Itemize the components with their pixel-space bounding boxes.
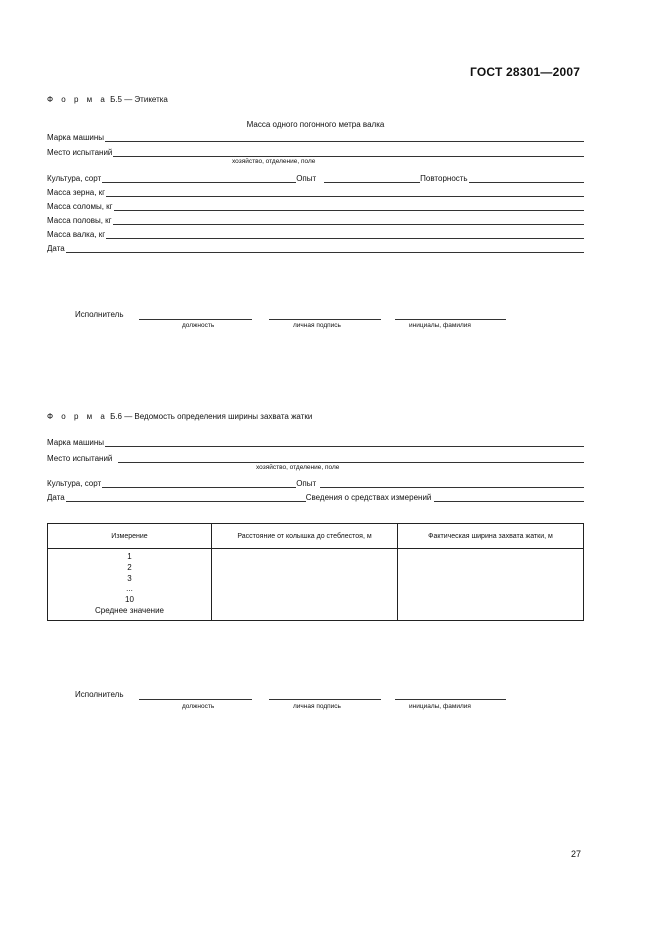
- form-b6-date-field[interactable]: [66, 493, 306, 502]
- width-value-cell[interactable]: [398, 549, 584, 621]
- form-b5-place-hint: хозяйство, отделение, поле: [232, 158, 316, 165]
- form-b5-chaff-row: [47, 213, 584, 225]
- form-b5-repeat-field[interactable]: [469, 174, 584, 183]
- form-b5-machine-row: [47, 130, 584, 142]
- form-b6-signature-row: [75, 690, 515, 702]
- measurement-row-ellipsis: ...: [126, 584, 133, 594]
- form-b6-date-row: [47, 490, 584, 502]
- form-b6-crop-row: [47, 476, 584, 488]
- form-b6-place-hint: хозяйство, отделение, поле: [256, 464, 340, 471]
- measurement-row-1: 1: [127, 552, 132, 561]
- form-b6-position-field[interactable]: [139, 699, 252, 700]
- form-b5-title-prefix: Ф о р м а: [47, 95, 108, 104]
- form-b6-crop-label: Культура, сорт: [47, 479, 102, 488]
- form-b5-place-field[interactable]: [113, 148, 584, 157]
- measurement-row-average: Среднее значение: [94, 605, 165, 615]
- form-b6-crop-field[interactable]: [102, 479, 296, 488]
- form-b6-signature-field[interactable]: [269, 699, 381, 700]
- form-b5-experiment-label: Опыт: [296, 174, 317, 183]
- form-b5-swath-field[interactable]: [106, 230, 584, 239]
- form-b5-position-hint: должность: [182, 322, 215, 329]
- form-b6-place-field[interactable]: [118, 454, 584, 463]
- form-b5-crop-label: Культура, сорт: [47, 174, 102, 183]
- form-b6-instruments-field[interactable]: [434, 493, 584, 502]
- table-header-width: Фактическая ширина захвата жатки, м: [398, 524, 584, 549]
- table-header-row: [48, 524, 584, 549]
- form-b5-crop-field[interactable]: [102, 174, 296, 183]
- form-b5-machine-label: Марка машины: [47, 133, 105, 142]
- form-b6-instruments-label: Сведения о средствах измерений: [305, 493, 432, 502]
- form-b6-date-label: Дата: [47, 493, 65, 502]
- form-b5-executor-label: Исполнитель: [75, 310, 124, 319]
- form-b5-straw-field[interactable]: [114, 202, 584, 211]
- table-row: [48, 549, 584, 621]
- form-b6-title-text: Б.6 — Ведомость определения ширины захвата жатки: [110, 412, 313, 421]
- form-b5-heading: Масса одного погонного метра валка: [246, 120, 385, 129]
- form-b5-name-hint: инициалы, фамилия: [409, 322, 471, 329]
- form-b5-place-label: Место испытаний: [47, 148, 113, 157]
- form-b5-swath-row: [47, 227, 584, 239]
- measurement-row-10: 10: [125, 595, 134, 605]
- document-code: ГОСТ 28301—2007: [470, 65, 581, 79]
- form-b5-straw-row: [47, 199, 584, 211]
- table-header-distance: Расстояние от колышка до стеблестоя, м: [212, 524, 398, 549]
- form-b6-experiment-label: Опыт: [296, 479, 317, 488]
- form-b5-grain-label: Масса зерна, кг: [47, 188, 106, 197]
- form-b5-chaff-field[interactable]: [113, 216, 584, 225]
- form-b6-title-prefix: Ф о р м а: [47, 412, 108, 421]
- form-b6-signature-hint: личная подпись: [293, 703, 341, 710]
- measurement-table: [47, 523, 584, 621]
- form-b5-date-row: [47, 241, 584, 253]
- form-b5-crop-row: [47, 171, 584, 183]
- form-b5-grain-row: [47, 185, 584, 197]
- form-b5-straw-label: Масса соломы, кг: [47, 202, 113, 211]
- form-b6-name-hint: инициалы, фамилия: [409, 703, 471, 710]
- form-b5-signature-field[interactable]: [269, 319, 381, 320]
- form-b5-date-field[interactable]: [66, 244, 584, 253]
- form-b6-executor-label: Исполнитель: [75, 690, 124, 699]
- form-b5-swath-label: Масса валка, кг: [47, 230, 106, 239]
- form-b5-date-label: Дата: [47, 244, 65, 253]
- form-b6-machine-label: Марка машины: [47, 438, 105, 447]
- form-b5-grain-field[interactable]: [106, 188, 584, 197]
- form-b5-signature-row: [75, 310, 515, 322]
- measurement-row-3: 3: [127, 573, 132, 583]
- form-b6-title: [47, 412, 312, 421]
- form-b5-machine-field[interactable]: [105, 133, 584, 142]
- form-b6-position-hint: должность: [182, 703, 215, 710]
- form-b5-title-text: Б.5 — Этикетка: [110, 95, 168, 104]
- form-b5-place-row: [47, 145, 584, 157]
- measurement-list-cell: [48, 549, 212, 621]
- form-b5-position-field[interactable]: [139, 319, 252, 320]
- measurement-row-2: 2: [127, 562, 132, 572]
- form-b6-place-label: Место испытаний: [47, 454, 113, 463]
- form-b5-title: [47, 95, 168, 104]
- form-b6-machine-row: [47, 435, 584, 447]
- form-b5-repeat-label: Повторность: [420, 174, 468, 183]
- form-b5-chaff-label: Масса половы, кг: [47, 216, 112, 225]
- form-b5-signature-hint: личная подпись: [293, 322, 341, 329]
- form-b6-name-field[interactable]: [395, 699, 506, 700]
- form-b5-name-field[interactable]: [395, 319, 506, 320]
- form-b6-machine-field[interactable]: [105, 438, 584, 447]
- distance-value-cell[interactable]: [212, 549, 398, 621]
- form-b6-place-row: [47, 451, 584, 463]
- page-number: 27: [571, 849, 582, 859]
- form-b6-experiment-field[interactable]: [320, 479, 584, 488]
- table-header-measurement: Измерение: [48, 524, 212, 549]
- form-b5-experiment-field[interactable]: [324, 174, 420, 183]
